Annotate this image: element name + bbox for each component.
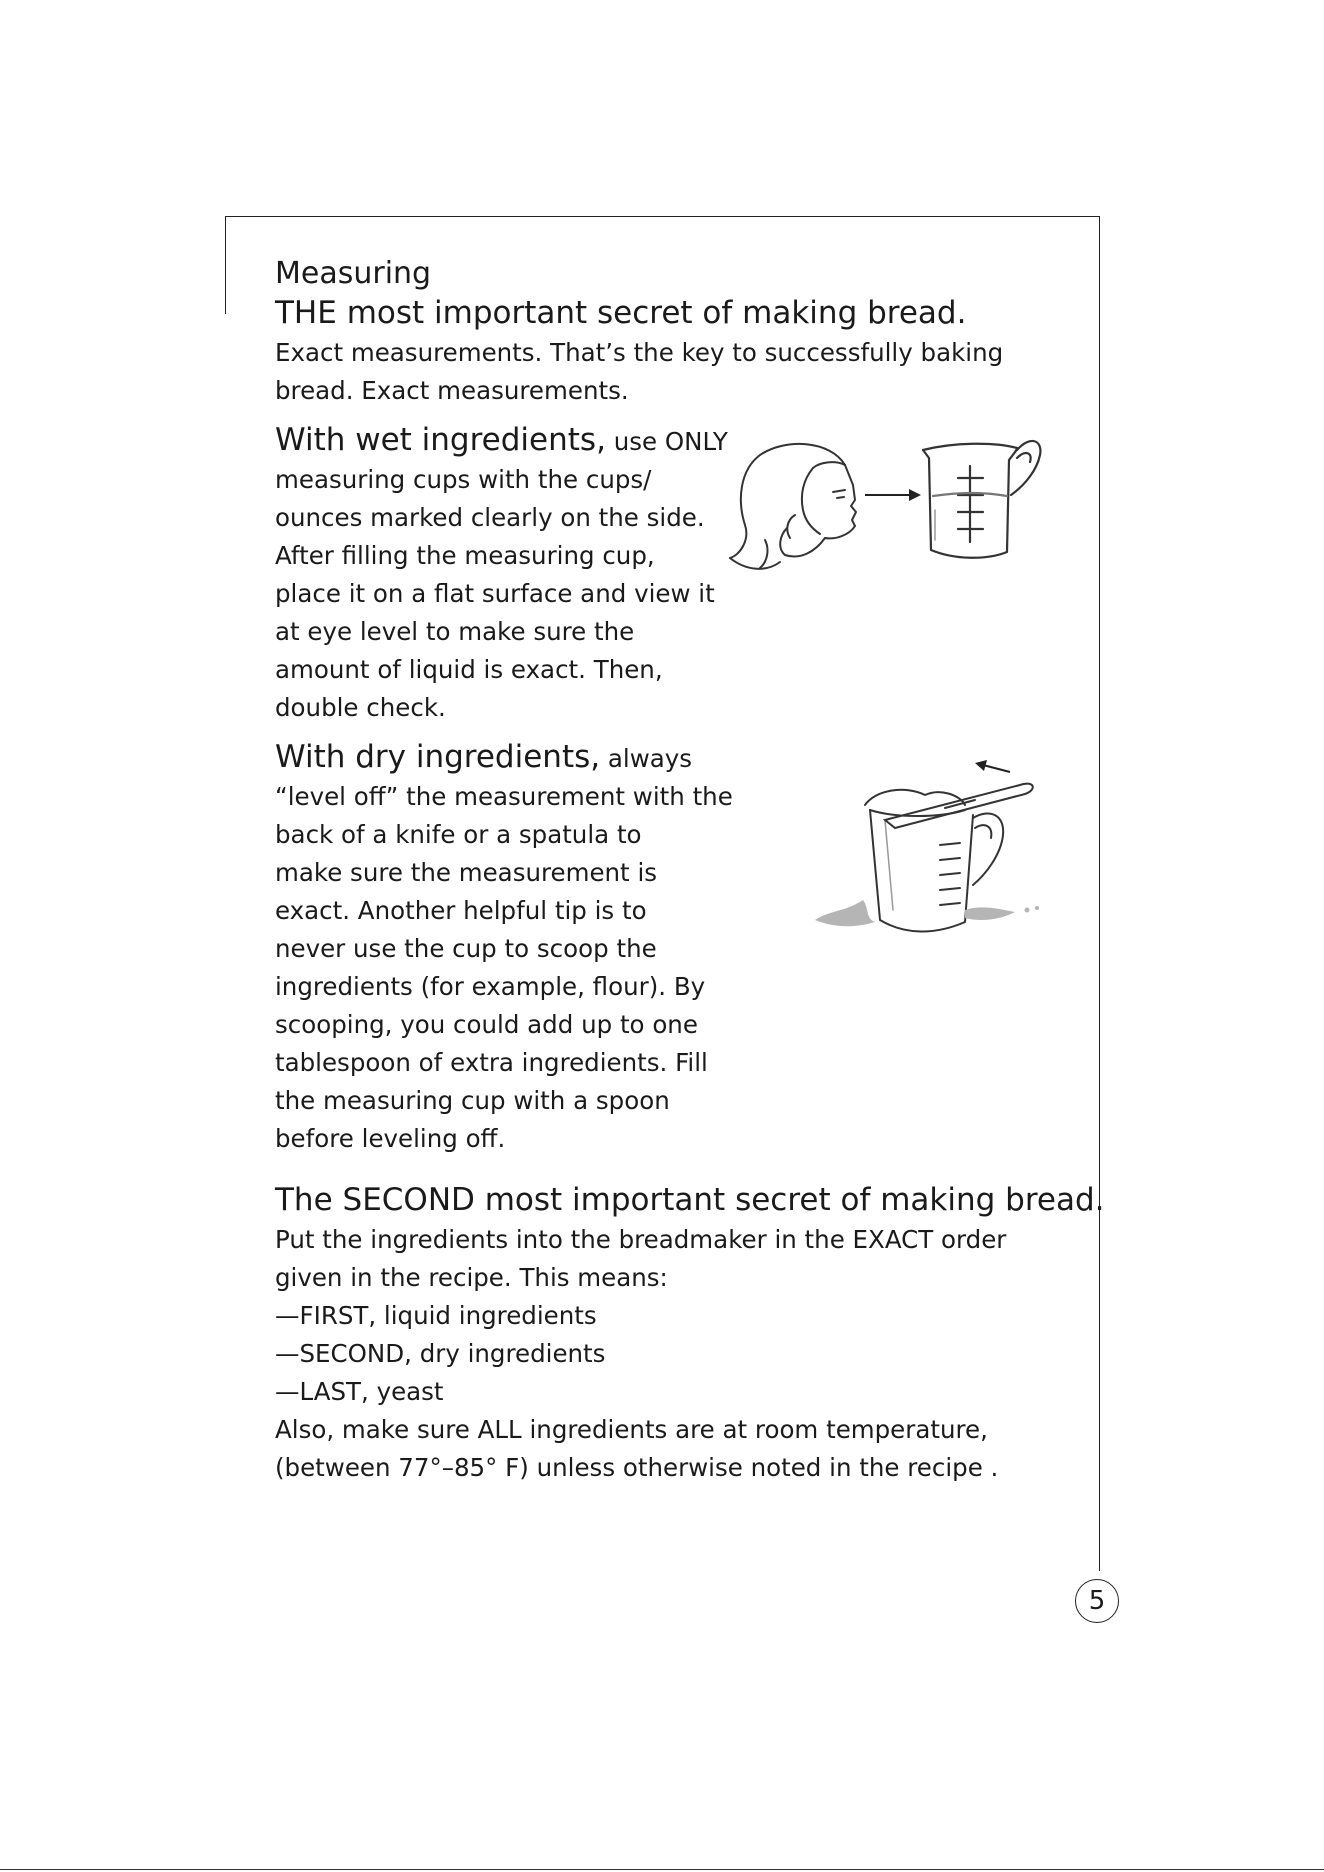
dry-line: scooping, you could add up to one: [275, 1010, 698, 1039]
order-item-second: —SECOND, dry ingredients: [275, 1339, 606, 1368]
dry-line: never use the cup to scoop the: [275, 934, 657, 963]
spilled-flour-icon: [815, 900, 1039, 926]
dry-line: make sure the measurement is: [275, 858, 658, 887]
dry-line: the measuring cup with a spoon: [275, 1086, 670, 1115]
dry-ingredients-lead-line: [275, 737, 692, 782]
wet-ingredients-lead-tail: use ONLY: [605, 427, 728, 456]
second-secret-heading: The SECOND most important secret of making bread.: [275, 1182, 1105, 1218]
wet-ingredients-lead: With wet ingredients,: [275, 422, 606, 458]
second-line: Put the ingredients into the breadmaker in the EXACT order: [275, 1225, 1007, 1254]
eye-level-measuring-cup-illustration: [725, 430, 1060, 580]
wet-line: ounces marked clearly on the side.: [275, 503, 705, 532]
liquid-measuring-cup-icon: [923, 441, 1040, 558]
order-item-first: —FIRST, liquid ingredients: [275, 1301, 597, 1330]
wet-line: measuring cups with the cups/: [275, 465, 652, 494]
section-heading-measuring: Measuring: [275, 256, 432, 291]
dry-ingredients-lead: With dry ingredients,: [275, 739, 601, 775]
second-line: (between 77°–85° F) unless otherwise noted in the recipe .: [275, 1453, 999, 1482]
dry-line: before leveling off.: [275, 1124, 506, 1153]
wet-line: double check.: [275, 693, 446, 722]
intro-line: Exact measurements. That’s the key to successfully baking: [275, 338, 1004, 367]
dry-ingredients-lead-tail: always: [600, 744, 693, 773]
wet-line: at eye level to make sure the: [275, 617, 635, 646]
page-frame-left-rule: [225, 216, 226, 314]
dry-line: exact. Another helpful tip is to: [275, 896, 647, 925]
dry-line: ingredients (for example, flour). By: [275, 972, 706, 1001]
second-line: Also, make sure ALL ingredients are at room temperature,: [275, 1415, 988, 1444]
page-bottom-rule: [0, 1869, 1324, 1870]
wet-line: amount of liquid is exact. Then,: [275, 655, 663, 684]
right-arrow-icon: [865, 489, 921, 501]
dry-line: tablespoon of extra ingredients. Fill: [275, 1048, 708, 1077]
section-subheading: THE most important secret of making bread.: [275, 295, 967, 331]
dry-line: back of a knife or a spatula to: [275, 820, 642, 849]
wet-line: place it on a flat surface and view it: [275, 579, 715, 608]
left-arrow-icon: [975, 760, 1010, 772]
order-item-last: —LAST, yeast: [275, 1377, 444, 1406]
intro-line: bread. Exact measurements.: [275, 376, 629, 405]
page-frame-right-rule: [1099, 216, 1100, 1571]
wet-ingredients-lead-line: [275, 420, 728, 465]
page-number-badge: 5: [1075, 1579, 1119, 1623]
page-frame-top-rule: [225, 216, 1099, 217]
second-line: given in the recipe. This means:: [275, 1263, 668, 1292]
dry-line: “level off” the measurement with the: [275, 782, 733, 811]
leveling-dry-measuring-cup-illustration: [815, 760, 1045, 940]
wet-line: After filling the measuring cup,: [275, 541, 655, 570]
woman-face-icon: [730, 444, 856, 569]
